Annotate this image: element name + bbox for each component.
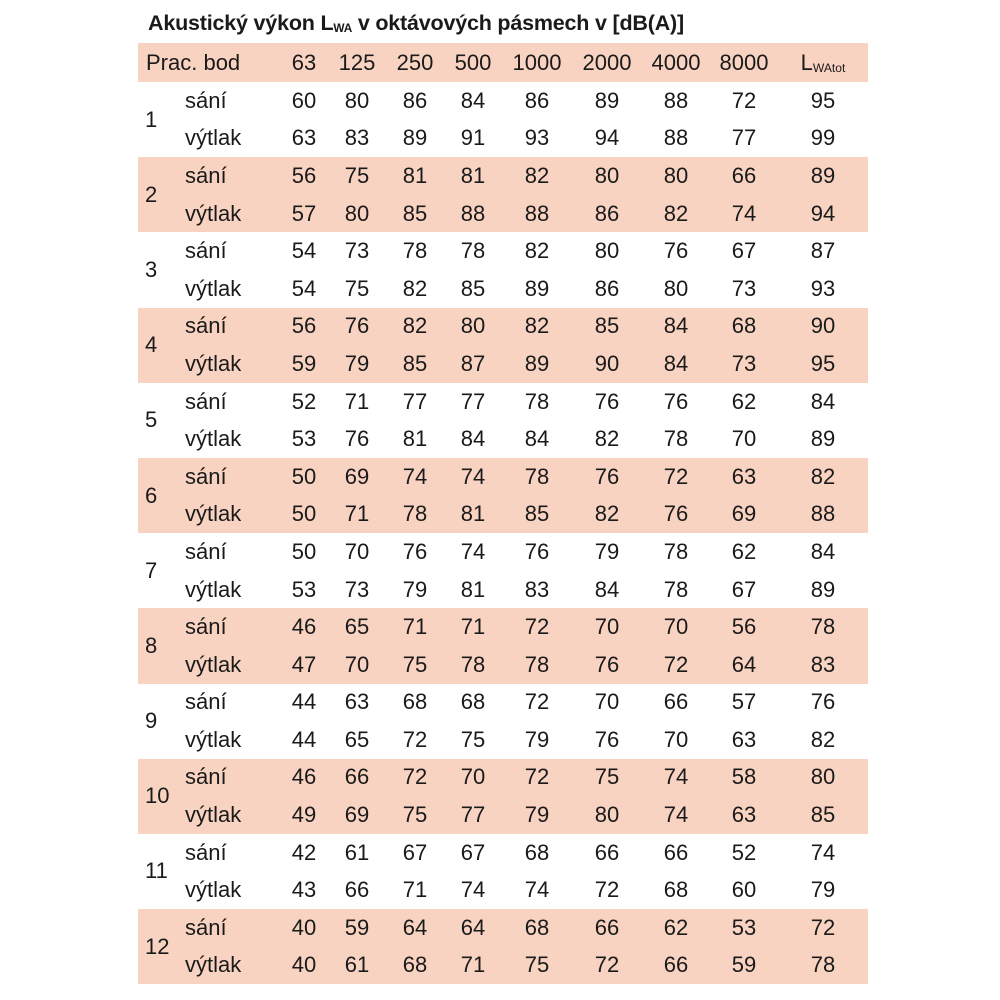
band-value-cell: 69 bbox=[710, 496, 778, 534]
mode-label-cell: výtlak bbox=[185, 877, 242, 903]
band-value-cell: 40 bbox=[280, 909, 328, 947]
total-value-cell: 84 bbox=[810, 388, 836, 414]
band-value-cell: 50 bbox=[280, 496, 328, 534]
table-row bbox=[138, 909, 868, 947]
mode-label-cell: sání bbox=[185, 388, 227, 414]
band-value-cell: 74 bbox=[710, 195, 778, 233]
header-band: 63 bbox=[280, 43, 328, 82]
band-value-cell: 82 bbox=[524, 238, 550, 264]
total-value-cell: 89 bbox=[810, 426, 836, 452]
band-value-cell: 70 bbox=[731, 426, 757, 452]
total-value-cell: 74 bbox=[810, 839, 836, 865]
header-band: 8000 bbox=[710, 43, 778, 82]
operating-point-cell: 11 bbox=[145, 858, 168, 884]
band-value-cell: 93 bbox=[524, 125, 550, 151]
band-value-cell: 75 bbox=[344, 275, 370, 301]
band-value-cell: 94 bbox=[594, 125, 620, 151]
band-value-cell: 64 bbox=[386, 909, 444, 947]
band-value-cell: 50 bbox=[291, 538, 317, 564]
total-value-cell: 90 bbox=[778, 308, 868, 346]
band-value-cell: 82 bbox=[502, 308, 572, 346]
operating-point-cell: 5 bbox=[145, 407, 158, 433]
band-value-cell: 89 bbox=[594, 87, 620, 113]
band-value-cell: 71 bbox=[402, 877, 428, 903]
band-value-cell: 60 bbox=[731, 877, 757, 903]
title-suffix: v oktávových pásmech v [dB(A)] bbox=[352, 11, 684, 35]
band-value-cell: 67 bbox=[731, 238, 757, 264]
sound-power-table bbox=[138, 43, 868, 984]
total-value-cell: 85 bbox=[778, 796, 868, 834]
band-value-cell: 52 bbox=[291, 388, 317, 414]
band-value-cell: 62 bbox=[731, 538, 757, 564]
header-total-prefix: L bbox=[800, 49, 813, 75]
band-value-cell: 79 bbox=[524, 726, 550, 752]
operating-point-cell: 1 bbox=[145, 106, 158, 132]
band-value-cell: 82 bbox=[386, 308, 444, 346]
band-value-cell: 66 bbox=[642, 947, 710, 985]
operating-point-cell: 7 bbox=[145, 557, 158, 583]
band-value-cell: 66 bbox=[572, 909, 642, 947]
header-band: 250 bbox=[386, 43, 444, 82]
band-value-cell: 81 bbox=[386, 157, 444, 195]
table-row bbox=[138, 646, 868, 684]
band-value-cell: 63 bbox=[291, 125, 317, 151]
band-value-cell: 62 bbox=[731, 388, 757, 414]
mode-label-cell: sání bbox=[175, 458, 280, 496]
band-value-cell: 90 bbox=[572, 345, 642, 383]
band-value-cell: 76 bbox=[663, 238, 689, 264]
table-row bbox=[138, 308, 868, 346]
header-band: 1000 bbox=[502, 43, 572, 82]
table-row bbox=[138, 82, 868, 120]
band-value-cell: 72 bbox=[572, 947, 642, 985]
band-value-cell: 65 bbox=[328, 608, 386, 646]
band-value-cell: 67 bbox=[731, 576, 757, 602]
band-value-cell: 83 bbox=[524, 576, 550, 602]
table-row bbox=[138, 232, 868, 270]
table-row bbox=[138, 383, 868, 421]
band-value-cell: 80 bbox=[444, 308, 502, 346]
table-row bbox=[138, 496, 868, 534]
mode-label-cell: sání bbox=[185, 238, 227, 264]
band-value-cell: 50 bbox=[280, 458, 328, 496]
band-value-cell: 86 bbox=[572, 195, 642, 233]
band-value-cell: 73 bbox=[344, 576, 370, 602]
band-value-cell: 82 bbox=[572, 496, 642, 534]
band-value-cell: 66 bbox=[328, 759, 386, 797]
band-value-cell: 69 bbox=[328, 458, 386, 496]
total-value-cell: 79 bbox=[810, 877, 836, 903]
band-value-cell: 83 bbox=[344, 125, 370, 151]
table-row bbox=[138, 721, 868, 759]
band-value-cell: 79 bbox=[502, 796, 572, 834]
band-value-cell: 80 bbox=[572, 157, 642, 195]
band-value-cell: 59 bbox=[328, 909, 386, 947]
band-value-cell: 70 bbox=[344, 538, 370, 564]
band-value-cell: 84 bbox=[524, 426, 550, 452]
band-value-cell: 64 bbox=[444, 909, 502, 947]
band-value-cell: 85 bbox=[386, 345, 444, 383]
title-prefix: Akustický výkon L bbox=[148, 11, 334, 35]
mode-label-cell: výtlak bbox=[185, 576, 242, 602]
band-value-cell: 85 bbox=[572, 308, 642, 346]
total-value-cell: 89 bbox=[778, 157, 868, 195]
band-value-cell: 53 bbox=[291, 426, 317, 452]
band-value-cell: 80 bbox=[328, 195, 386, 233]
band-value-cell: 68 bbox=[502, 909, 572, 947]
band-value-cell: 76 bbox=[572, 646, 642, 684]
mode-label-cell: výtlak bbox=[175, 646, 280, 684]
band-value-cell: 64 bbox=[710, 646, 778, 684]
operating-point-cell: 6 bbox=[138, 458, 175, 533]
band-value-cell: 89 bbox=[502, 345, 572, 383]
header-band: 4000 bbox=[642, 43, 710, 82]
mode-label-cell: sání bbox=[185, 689, 227, 715]
band-value-cell: 74 bbox=[444, 458, 502, 496]
table-row bbox=[138, 120, 868, 158]
band-value-cell: 87 bbox=[444, 345, 502, 383]
band-value-cell: 82 bbox=[402, 275, 428, 301]
table-row bbox=[138, 157, 868, 195]
band-value-cell: 70 bbox=[594, 689, 620, 715]
band-value-cell: 80 bbox=[594, 238, 620, 264]
band-value-cell: 73 bbox=[731, 275, 757, 301]
band-value-cell: 63 bbox=[710, 458, 778, 496]
band-value-cell: 67 bbox=[460, 839, 486, 865]
band-value-cell: 53 bbox=[291, 576, 317, 602]
band-value-cell: 80 bbox=[642, 157, 710, 195]
total-value-cell: 82 bbox=[810, 726, 836, 752]
band-value-cell: 70 bbox=[572, 608, 642, 646]
header-band: 125 bbox=[328, 43, 386, 82]
total-value-cell: 82 bbox=[778, 458, 868, 496]
band-value-cell: 74 bbox=[524, 877, 550, 903]
band-value-cell: 78 bbox=[386, 496, 444, 534]
band-value-cell: 66 bbox=[663, 689, 689, 715]
band-value-cell: 70 bbox=[444, 759, 502, 797]
mode-label-cell: sání bbox=[175, 608, 280, 646]
mode-label-cell: výtlak bbox=[175, 496, 280, 534]
band-value-cell: 85 bbox=[502, 496, 572, 534]
band-value-cell: 78 bbox=[663, 538, 689, 564]
band-value-cell: 72 bbox=[502, 759, 572, 797]
band-value-cell: 76 bbox=[642, 496, 710, 534]
band-value-cell: 56 bbox=[280, 308, 328, 346]
mode-label-cell: sání bbox=[175, 759, 280, 797]
total-value-cell: 78 bbox=[778, 608, 868, 646]
band-value-cell: 78 bbox=[524, 388, 550, 414]
band-value-cell: 86 bbox=[524, 87, 550, 113]
band-value-cell: 71 bbox=[328, 496, 386, 534]
band-value-cell: 88 bbox=[502, 195, 572, 233]
band-value-cell: 44 bbox=[291, 689, 317, 715]
band-value-cell: 57 bbox=[731, 689, 757, 715]
band-value-cell: 74 bbox=[460, 877, 486, 903]
band-value-cell: 63 bbox=[710, 796, 778, 834]
band-value-cell: 84 bbox=[642, 345, 710, 383]
band-value-cell: 74 bbox=[386, 458, 444, 496]
band-value-cell: 89 bbox=[402, 125, 428, 151]
header-total bbox=[778, 43, 868, 82]
table-row bbox=[138, 871, 868, 909]
band-value-cell: 77 bbox=[402, 388, 428, 414]
table-row bbox=[138, 458, 868, 496]
mode-label-cell: výtlak bbox=[185, 275, 242, 301]
total-value-cell: 88 bbox=[778, 496, 868, 534]
mode-label-cell: výtlak bbox=[175, 796, 280, 834]
table-row bbox=[138, 533, 868, 571]
band-value-cell: 80 bbox=[663, 275, 689, 301]
mode-label-cell: výtlak bbox=[185, 426, 242, 452]
band-value-cell: 74 bbox=[460, 538, 486, 564]
operating-point-cell: 12 bbox=[138, 909, 175, 984]
band-value-cell: 58 bbox=[710, 759, 778, 797]
band-value-cell: 76 bbox=[594, 726, 620, 752]
band-value-cell: 76 bbox=[663, 388, 689, 414]
band-value-cell: 70 bbox=[642, 608, 710, 646]
band-value-cell: 59 bbox=[280, 345, 328, 383]
band-value-cell: 42 bbox=[291, 839, 317, 865]
header-band: 2000 bbox=[572, 43, 642, 82]
band-value-cell: 88 bbox=[663, 125, 689, 151]
band-value-cell: 72 bbox=[502, 608, 572, 646]
band-value-cell: 91 bbox=[460, 125, 486, 151]
band-value-cell: 84 bbox=[642, 308, 710, 346]
band-value-cell: 68 bbox=[460, 689, 486, 715]
band-value-cell: 79 bbox=[328, 345, 386, 383]
band-value-cell: 74 bbox=[642, 759, 710, 797]
band-value-cell: 44 bbox=[291, 726, 317, 752]
band-value-cell: 85 bbox=[460, 275, 486, 301]
sound-power-sheet bbox=[138, 0, 868, 984]
table-row bbox=[138, 684, 868, 722]
band-value-cell: 46 bbox=[280, 759, 328, 797]
mode-label-cell: sání bbox=[175, 909, 280, 947]
band-value-cell: 89 bbox=[524, 275, 550, 301]
table-row bbox=[138, 420, 868, 458]
band-value-cell: 68 bbox=[524, 839, 550, 865]
band-value-cell: 81 bbox=[402, 426, 428, 452]
band-value-cell: 66 bbox=[344, 877, 370, 903]
total-value-cell: 83 bbox=[778, 646, 868, 684]
band-value-cell: 82 bbox=[642, 195, 710, 233]
band-value-cell: 68 bbox=[663, 877, 689, 903]
band-value-cell: 77 bbox=[460, 388, 486, 414]
band-value-cell: 47 bbox=[280, 646, 328, 684]
band-value-cell: 56 bbox=[280, 157, 328, 195]
band-value-cell: 75 bbox=[328, 157, 386, 195]
operating-point-cell: 8 bbox=[138, 608, 175, 683]
band-value-cell: 82 bbox=[502, 157, 572, 195]
mode-label-cell: výtlak bbox=[175, 345, 280, 383]
band-value-cell: 78 bbox=[502, 646, 572, 684]
band-value-cell: 76 bbox=[344, 426, 370, 452]
total-value-cell: 95 bbox=[810, 87, 836, 113]
title-subscript: WA bbox=[333, 20, 353, 35]
band-value-cell: 76 bbox=[572, 458, 642, 496]
operating-point-cell: 3 bbox=[145, 256, 158, 282]
band-value-cell: 68 bbox=[386, 947, 444, 985]
band-value-cell: 70 bbox=[663, 726, 689, 752]
total-value-cell: 89 bbox=[810, 576, 836, 602]
band-value-cell: 52 bbox=[731, 839, 757, 865]
operating-point-cell: 4 bbox=[138, 308, 175, 383]
band-value-cell: 67 bbox=[402, 839, 428, 865]
total-value-cell: 87 bbox=[810, 238, 836, 264]
band-value-cell: 73 bbox=[710, 345, 778, 383]
band-value-cell: 80 bbox=[572, 796, 642, 834]
band-value-cell: 68 bbox=[402, 689, 428, 715]
band-value-cell: 61 bbox=[328, 947, 386, 985]
band-value-cell: 88 bbox=[444, 195, 502, 233]
table-row bbox=[138, 759, 868, 797]
band-value-cell: 72 bbox=[594, 877, 620, 903]
total-value-cell: 78 bbox=[778, 947, 868, 985]
band-value-cell: 75 bbox=[460, 726, 486, 752]
band-value-cell: 75 bbox=[572, 759, 642, 797]
table-row bbox=[138, 195, 868, 233]
total-value-cell: 93 bbox=[810, 275, 836, 301]
header-total-subscript: WAtot bbox=[812, 60, 846, 75]
band-value-cell: 75 bbox=[386, 796, 444, 834]
band-value-cell: 72 bbox=[524, 689, 550, 715]
band-value-cell: 43 bbox=[291, 877, 317, 903]
band-value-cell: 63 bbox=[731, 726, 757, 752]
band-value-cell: 54 bbox=[291, 275, 317, 301]
band-value-cell: 72 bbox=[731, 87, 757, 113]
band-value-cell: 75 bbox=[502, 947, 572, 985]
total-value-cell: 95 bbox=[778, 345, 868, 383]
band-value-cell: 71 bbox=[444, 608, 502, 646]
table-body bbox=[138, 82, 868, 984]
band-value-cell: 76 bbox=[402, 538, 428, 564]
total-value-cell: 80 bbox=[778, 759, 868, 797]
table-row bbox=[138, 796, 868, 834]
band-value-cell: 63 bbox=[344, 689, 370, 715]
band-value-cell: 49 bbox=[280, 796, 328, 834]
table-row bbox=[138, 608, 868, 646]
mode-label-cell: výtlak bbox=[175, 195, 280, 233]
header-point: Prac. bod bbox=[138, 43, 280, 82]
band-value-cell: 76 bbox=[594, 388, 620, 414]
band-value-cell: 71 bbox=[444, 947, 502, 985]
band-value-cell: 68 bbox=[710, 308, 778, 346]
band-value-cell: 62 bbox=[642, 909, 710, 947]
band-value-cell: 60 bbox=[291, 87, 317, 113]
band-value-cell: 56 bbox=[710, 608, 778, 646]
band-value-cell: 84 bbox=[594, 576, 620, 602]
band-value-cell: 59 bbox=[710, 947, 778, 985]
band-value-cell: 86 bbox=[594, 275, 620, 301]
table-row bbox=[138, 947, 868, 985]
band-value-cell: 71 bbox=[386, 608, 444, 646]
band-value-cell: 65 bbox=[344, 726, 370, 752]
band-value-cell: 78 bbox=[444, 646, 502, 684]
band-value-cell: 66 bbox=[710, 157, 778, 195]
mode-label-cell: sání bbox=[175, 308, 280, 346]
band-value-cell: 57 bbox=[280, 195, 328, 233]
total-value-cell: 72 bbox=[778, 909, 868, 947]
mode-label-cell: výtlak bbox=[175, 947, 280, 985]
mode-label-cell: výtlak bbox=[185, 726, 242, 752]
band-value-cell: 72 bbox=[386, 759, 444, 797]
band-value-cell: 70 bbox=[328, 646, 386, 684]
total-value-cell: 99 bbox=[810, 125, 836, 151]
mode-label-cell: sání bbox=[175, 157, 280, 195]
band-value-cell: 74 bbox=[642, 796, 710, 834]
band-value-cell: 81 bbox=[460, 576, 486, 602]
band-value-cell: 86 bbox=[402, 87, 428, 113]
band-value-cell: 75 bbox=[386, 646, 444, 684]
band-value-cell: 71 bbox=[344, 388, 370, 414]
band-value-cell: 61 bbox=[344, 839, 370, 865]
operating-point-cell: 9 bbox=[145, 708, 158, 734]
total-value-cell: 84 bbox=[810, 538, 836, 564]
band-value-cell: 79 bbox=[594, 538, 620, 564]
band-value-cell: 66 bbox=[594, 839, 620, 865]
mode-label-cell: sání bbox=[185, 538, 227, 564]
band-value-cell: 80 bbox=[344, 87, 370, 113]
band-value-cell: 69 bbox=[328, 796, 386, 834]
band-value-cell: 88 bbox=[663, 87, 689, 113]
band-value-cell: 84 bbox=[460, 426, 486, 452]
band-value-cell: 78 bbox=[502, 458, 572, 496]
band-value-cell: 76 bbox=[328, 308, 386, 346]
table-row bbox=[138, 345, 868, 383]
band-value-cell: 40 bbox=[280, 947, 328, 985]
operating-point-cell: 2 bbox=[138, 157, 175, 232]
band-value-cell: 77 bbox=[731, 125, 757, 151]
operating-point-cell: 10 bbox=[138, 759, 175, 834]
band-value-cell: 77 bbox=[444, 796, 502, 834]
mode-label-cell: výtlak bbox=[185, 125, 242, 151]
band-value-cell: 72 bbox=[402, 726, 428, 752]
table-row bbox=[138, 834, 868, 872]
band-value-cell: 53 bbox=[710, 909, 778, 947]
header-band: 500 bbox=[444, 43, 502, 82]
band-value-cell: 85 bbox=[386, 195, 444, 233]
band-value-cell: 72 bbox=[642, 646, 710, 684]
total-value-cell: 94 bbox=[778, 195, 868, 233]
band-value-cell: 73 bbox=[344, 238, 370, 264]
mode-label-cell: sání bbox=[185, 839, 227, 865]
band-value-cell: 78 bbox=[663, 426, 689, 452]
table-row bbox=[138, 270, 868, 308]
band-value-cell: 72 bbox=[642, 458, 710, 496]
mode-label-cell: sání bbox=[185, 87, 227, 113]
header-row bbox=[138, 43, 868, 82]
band-value-cell: 79 bbox=[402, 576, 428, 602]
table-row bbox=[138, 571, 868, 609]
band-value-cell: 78 bbox=[402, 238, 428, 264]
band-value-cell: 76 bbox=[524, 538, 550, 564]
band-value-cell: 82 bbox=[594, 426, 620, 452]
table-title bbox=[138, 0, 868, 43]
band-value-cell: 84 bbox=[460, 87, 486, 113]
band-value-cell: 46 bbox=[280, 608, 328, 646]
total-value-cell: 76 bbox=[810, 689, 836, 715]
band-value-cell: 81 bbox=[444, 496, 502, 534]
band-value-cell: 78 bbox=[460, 238, 486, 264]
band-value-cell: 66 bbox=[663, 839, 689, 865]
band-value-cell: 54 bbox=[291, 238, 317, 264]
band-value-cell: 81 bbox=[444, 157, 502, 195]
band-value-cell: 78 bbox=[663, 576, 689, 602]
